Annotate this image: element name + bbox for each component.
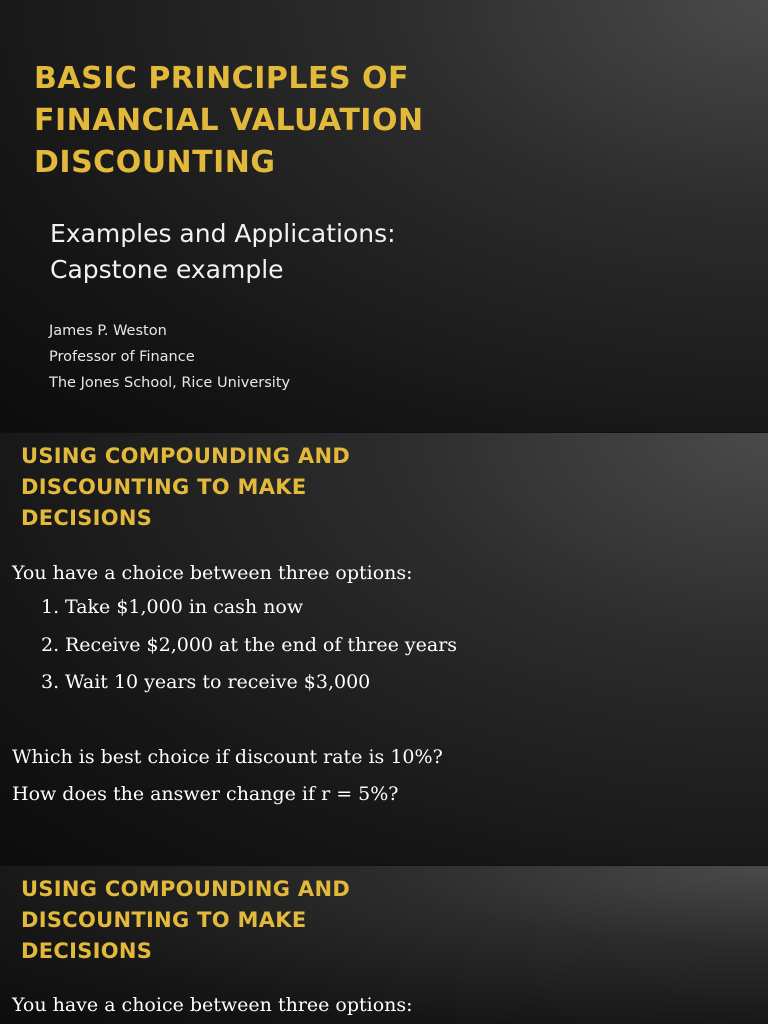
slide-title — [21, 874, 350, 967]
option-number: 2. — [41, 633, 60, 656]
title-line: FINANCIAL VALUATION — [34, 103, 424, 138]
author-position: Professor of Finance — [49, 349, 195, 365]
option-text: Take $1,000 in cash now — [65, 596, 304, 618]
subtitle-line: Examples and Applications: — [50, 219, 396, 248]
intro-text: You have a choice between three options: — [12, 562, 413, 584]
title-line: DISCOUNTING — [34, 145, 276, 180]
title-line: DISCOUNTING TO MAKE — [21, 475, 307, 499]
subtitle-line: Capstone example — [50, 255, 284, 284]
slide-title — [21, 441, 350, 534]
question-text: Which is best choice if discount rate is 10%? — [12, 746, 443, 768]
decision-slide — [0, 433, 768, 865]
title-line: BASIC PRINCIPLES OF — [34, 61, 409, 96]
author-block — [49, 318, 290, 396]
option-number: 1. — [41, 596, 60, 618]
list-item — [41, 595, 457, 633]
option-text: Wait 10 years to receive $3,000 — [65, 671, 371, 693]
author-name: James P. Weston — [49, 323, 167, 339]
option-text: Receive $2,000 at the end of three years — [65, 633, 458, 656]
title-line: DECISIONS — [21, 506, 153, 530]
options-list — [41, 595, 457, 708]
option-number: 3. — [41, 671, 60, 693]
slide-title — [34, 58, 424, 184]
decision-slide-repeat — [0, 866, 768, 1024]
list-item — [41, 633, 457, 671]
title-line: DECISIONS — [21, 939, 153, 963]
title-slide — [0, 0, 768, 432]
intro-text: You have a choice between three options: — [12, 994, 413, 1016]
list-item — [41, 670, 457, 708]
title-line: USING COMPOUNDING AND — [21, 444, 351, 468]
question-text: How does the answer change if r = 5%? — [12, 783, 399, 805]
slide-subtitle — [50, 216, 396, 288]
title-line: USING COMPOUNDING AND — [21, 877, 351, 901]
title-line: DISCOUNTING TO MAKE — [21, 908, 307, 932]
author-affiliation: The Jones School, Rice University — [49, 375, 291, 391]
